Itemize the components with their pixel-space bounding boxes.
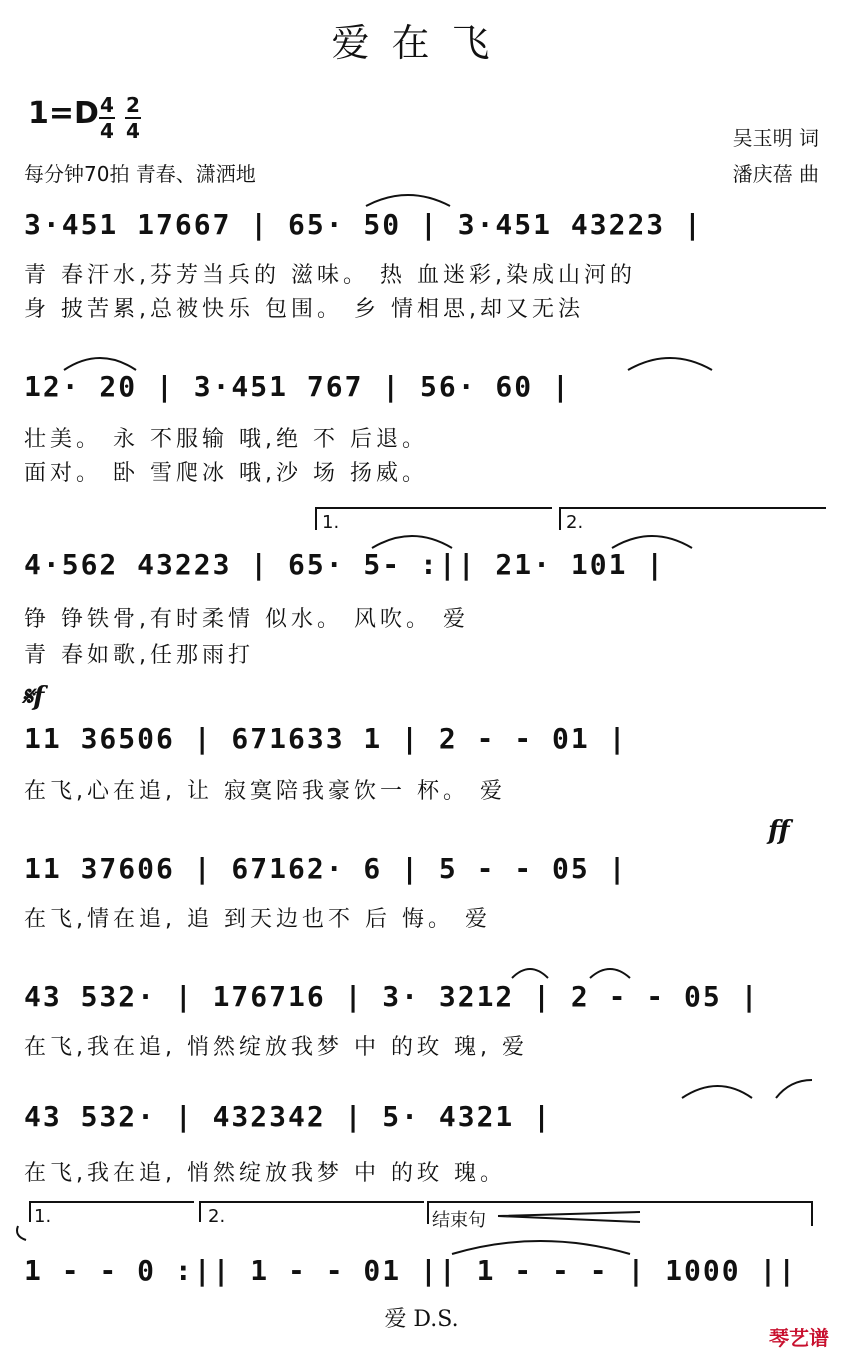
lyrics-system-2-line-1: 壮美。 永 不服输 哦,绝 不 后退。	[24, 427, 428, 452]
lyrics-system-5-line-1: 在飞,情在追, 追 到天边也不 后 悔。 爱	[24, 907, 491, 932]
lyrics-system-7-line-1: 在飞,我在追, 悄然绽放我梦 中 的玫 瑰。	[24, 1161, 506, 1186]
slur-7	[590, 969, 630, 978]
slur-4	[372, 536, 452, 548]
lyrics-system-3-line-2: 青 春如歌,任那雨打	[24, 643, 254, 668]
slur-1	[366, 195, 450, 206]
lyrics-system-2-line-2: 面对。 卧 雪爬冰 哦,沙 场 扬威。	[24, 461, 428, 486]
notes-system-1: 3·451 17667 | 65· 50 | 3·451 43223 |	[24, 208, 703, 241]
volta-2-label: 2.	[566, 512, 584, 533]
time-sig-1-top: 4	[100, 93, 114, 117]
site-logo: 琴艺谱	[769, 1326, 829, 1350]
slur-5	[612, 536, 692, 548]
time-sig-1-bottom: 4	[100, 119, 114, 143]
composer-credit: 潘庆蓓 曲	[732, 162, 819, 186]
lyrics-system-6-line-1: 在飞,我在追, 悄然绽放我梦 中 的玫 瑰, 爱	[24, 1035, 528, 1060]
notes-system-6: 43 532· | 176716 | 3· 3212 | 2 - - 05 |	[24, 980, 760, 1013]
volta-2-bracket	[560, 508, 826, 530]
ending-volta-1-bracket	[30, 1202, 194, 1222]
slur-9	[776, 1080, 812, 1098]
time-sig-2-bottom: 4	[126, 119, 140, 143]
slur-11	[452, 1241, 630, 1254]
ending-volta-2-bracket	[200, 1202, 424, 1222]
ending-phrase-label: 结束句	[432, 1210, 486, 1231]
notes-system-2: 12· 20 | 3·451 767 | 56· 60 |	[24, 370, 571, 403]
crescendo-hairpin	[498, 1212, 640, 1222]
slur-8	[682, 1086, 752, 1098]
lyricist-credit: 吴玉明 词	[732, 126, 819, 150]
slur-10	[17, 1226, 26, 1240]
ending-volta-2-label: 2.	[208, 1206, 226, 1227]
volta-1-bracket	[316, 508, 552, 530]
notes-system-8: 1 - - 0 :|| 1 - - 01 || 1 - - - | 1000 ||	[24, 1254, 798, 1287]
lyrics-system-3-line-1: 铮 铮铁骨,有时柔情 似水。 风吹。 爱	[24, 607, 469, 632]
volta-1-label: 1.	[322, 512, 340, 533]
time-sig-2-top: 2	[126, 93, 140, 117]
lyrics-system-1-line-2: 身 披苦累,总被快乐 包围。 乡 情相思,却又无法	[24, 297, 584, 322]
dal-segno-instruction: 爱 D.S.	[384, 1307, 459, 1332]
notes-system-3: 4·562 43223 | 65· 5- :|| 21· 101 |	[24, 548, 666, 581]
ending-bracket	[428, 1202, 812, 1226]
tempo-marking: 每分钟70拍 青春、潇洒地	[24, 162, 256, 186]
slur-3	[628, 358, 712, 370]
lyrics-system-4-line-1: 在飞,心在追, 让 寂寞陪我豪饮一 杯。 爱	[24, 779, 506, 804]
notes-system-5: 11 37606 | 67162· 6 | 5 - - 05 |	[24, 852, 628, 885]
ending-volta-1-label: 1.	[34, 1206, 52, 1227]
segno-forte-mark: 𝄋f	[22, 682, 45, 712]
slur-6	[512, 969, 548, 978]
song-title: 爱在飞	[331, 21, 512, 65]
lyrics-system-1-line-1: 青 春汗水,芬芳当兵的 滋味。 热 血迷彩,染成山河的	[24, 263, 636, 288]
notes-system-4: 11 36506 | 671633 1 | 2 - - 01 |	[24, 722, 628, 755]
fortissimo-mark: ff	[768, 816, 790, 846]
notes-system-7: 43 532· | 432342 | 5· 4321 |	[24, 1100, 553, 1133]
slur-2	[64, 358, 136, 370]
key-signature: 1=D	[28, 96, 99, 131]
